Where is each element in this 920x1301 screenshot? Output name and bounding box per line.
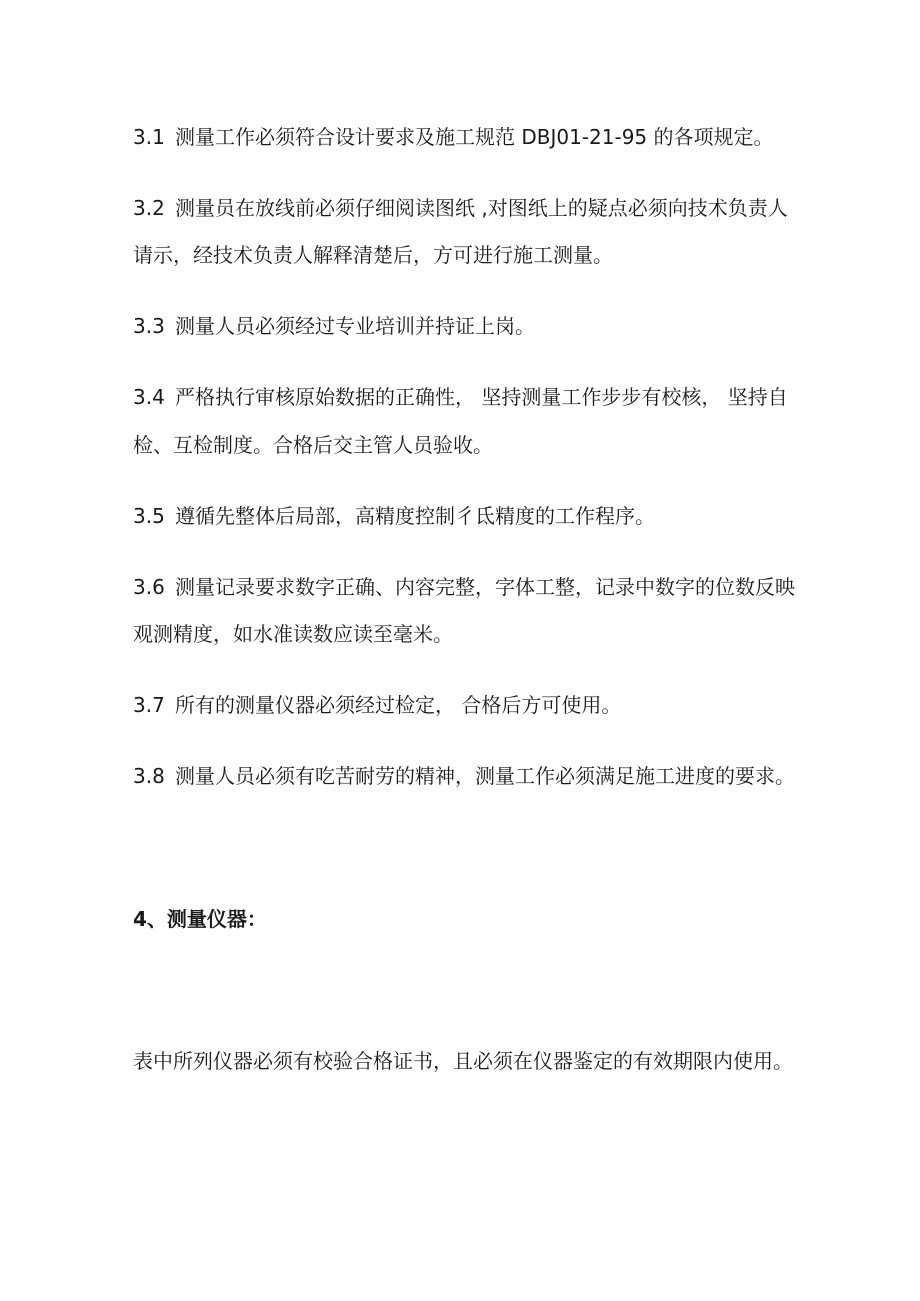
item-text: 测量工作必须符合设计要求及施工规范 DBJ01-21-95 的各项规定。 [175,125,774,149]
item-text: 测量记录要求数字正确、内容完整，字体工整，记录中数字的位数反映 [175,575,795,599]
item-text: 检、互检制度。合格后交主管人员验收。 [133,433,493,457]
item-3-4 [133,385,788,409]
item-number: 3.1 [133,125,165,149]
item-3-6 [133,575,795,599]
item-3-4-continuation [133,433,493,457]
item-text: 所有的测量仪器必须经过检定， 合格后方可使用。 [175,693,622,717]
item-text: 测量员在放线前必须仔细阅读图纸 ,对图纸上的疑点必须向技术负责人 [175,196,788,220]
item-3-3 [133,314,535,338]
item-number: 3.3 [133,314,165,338]
item-3-5 [133,504,655,528]
item-number: 3.7 [133,693,165,717]
item-text: 请示，经技术负责人解释清楚后，方可进行施工测量。 [133,243,613,267]
item-text: 测量人员必须经过专业培训并持证上岗。 [175,314,535,338]
item-text: 测量人员必须有吃苦耐劳的精神，测量工作必须满足施工进度的要求。 [175,764,795,788]
item-3-2-continuation [133,243,613,267]
note-paragraph: 表中所列仪器必须有校验合格证书，且必须在仪器鉴定的有效期限内使用。 [133,1049,793,1073]
section-heading: 4、测量仪器： [133,907,267,931]
item-3-7 [133,693,621,717]
item-number: 3.2 [133,196,165,220]
item-number: 3.6 [133,575,165,599]
item-text: 严格执行审核原始数据的正确性， 坚持测量工作步步有校核， 坚持自 [175,385,788,409]
item-3-2 [133,196,788,220]
item-number: 3.5 [133,504,165,528]
item-3-1 [133,125,774,149]
item-number: 3.8 [133,764,165,788]
item-3-8 [133,764,795,788]
item-number: 3.4 [133,385,165,409]
item-text: 观测精度，如水准读数应读至毫米。 [133,622,453,646]
item-text: 遵循先整体后局部，高精度控制彳氐精度的工作程序。 [175,504,655,528]
item-3-6-continuation [133,622,453,646]
